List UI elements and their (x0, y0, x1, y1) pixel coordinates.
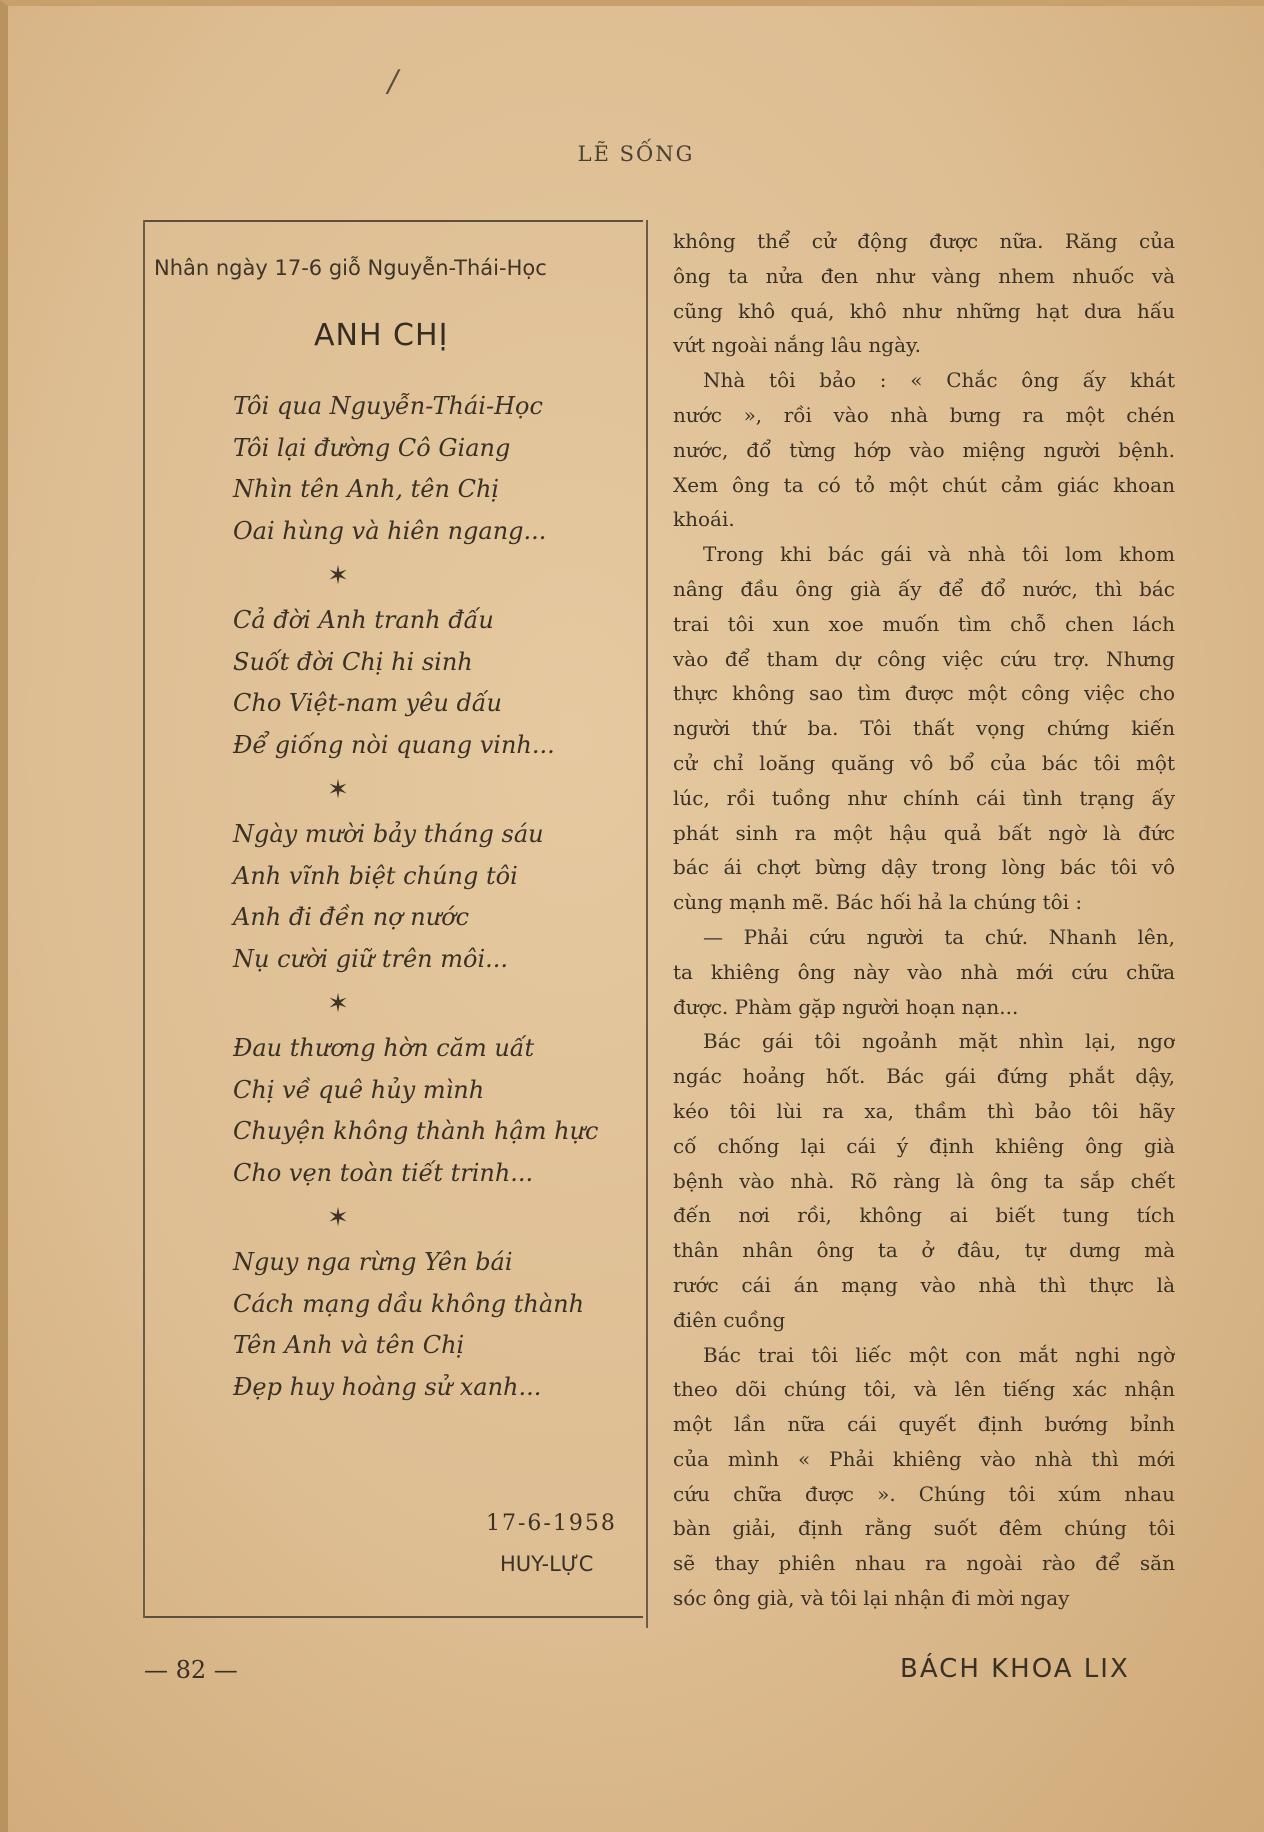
stanza-separator-star: ✶ (327, 989, 349, 1019)
prose-line: được. Phàm gặp người hoạn nạn... (673, 994, 1019, 1019)
poem-line: Chuyện không thành hậm hực (233, 1117, 599, 1145)
prose-line: nâng đầu ông già ấy để đổ nước, thì bác (673, 576, 1175, 601)
poem-line: Đau thương hờn căm uất (233, 1034, 535, 1062)
prose-line: trai tôi xun xoe muốn tìm chỗ chen lách (673, 611, 1175, 636)
column-divider (646, 220, 648, 1628)
page-number: — 82 — (144, 1656, 238, 1684)
prose-line: ngác hoảng hốt. Bác gái đứng phắt dậy, (673, 1064, 1175, 1089)
poem-line: Cho vẹn toàn tiết trinh... (233, 1158, 534, 1187)
prose-line: ta khiêng ông này vào nhà mới cứu chữa (673, 959, 1175, 984)
prose-paragraph (673, 920, 1175, 1024)
prose-line: cố chống lại cái ý định khiêng ông già (673, 1133, 1175, 1158)
prose-line: theo dõi chúng tôi, và lên tiếng xác nhận (673, 1377, 1175, 1402)
poem-author: HUY-LỰC (500, 1552, 594, 1576)
stanza-separator-star: ✶ (327, 1203, 349, 1233)
poem-stanza (233, 1028, 633, 1194)
prose-paragraph (673, 537, 1175, 920)
prose-line: người thứ ba. Tôi thất vọng chứng kiến (673, 716, 1175, 741)
poem-occasion: Nhân ngày 17-6 giỗ Nguyễn-Thái-Học (154, 256, 547, 280)
prose-paragraph (673, 363, 1175, 537)
poem-title: ANH CHỊ (314, 318, 449, 353)
prose-line: của mình « Phải khiêng vào nhà thì mới (673, 1446, 1175, 1471)
poem-line: Anh đi đền nợ nước (233, 903, 470, 931)
prose-paragraph (673, 224, 1175, 363)
poem-line: Oai hùng và hiên ngang... (233, 516, 547, 545)
prose-line: Bác gái tôi ngoảnh mặt nhìn lại, ngơ (703, 1029, 1175, 1054)
prose-line: — Phải cứu người ta chứ. Nhanh lên, (703, 924, 1175, 949)
prose-line: cứu chữa được ». Chúng tôi xúm nhau (673, 1481, 1175, 1506)
prose-line: cùng mạnh mẽ. Bác hối hả la chúng tôi : (673, 890, 1083, 915)
prose-line: cũng khô quá, khô như những hạt dưa hấu (673, 298, 1175, 323)
poem-line: Cho Việt-nam yêu dấu (233, 689, 502, 717)
running-head: LẼ SỐNG (577, 142, 695, 166)
journal-name: BÁCH KHOA LIX (900, 1654, 1130, 1684)
prose-line: nước, đổ từng hớp vào miệng người bệnh. (673, 437, 1175, 462)
prose-line: sẽ thay phiên nhau ra ngoài rào để săn (673, 1551, 1175, 1576)
prose-line: vào để tham dự công việc cứu trợ. Nhưng (673, 646, 1175, 671)
poem-box-top-rule (145, 220, 643, 222)
poem-line: Tên Anh và tên Chị (233, 1331, 465, 1359)
prose-line: thực không sao tìm được một công việc cho (673, 681, 1175, 706)
poem-line: Cách mạng dầu không thành (233, 1289, 585, 1318)
prose-column (673, 224, 1175, 1616)
poem-line: Đẹp huy hoàng sử xanh... (233, 1372, 542, 1401)
poem-line: Nguy nga rừng Yên bái (233, 1248, 513, 1276)
poem-line: Tôi lại đường Cô Giang (233, 433, 511, 462)
poem-line: Anh vĩnh biệt chúng tôi (233, 861, 518, 890)
pencil-mark: / (388, 64, 399, 99)
prose-line: phát sinh ra một hậu quả bất ngờ là đức (673, 820, 1175, 845)
prose-line: đến nơi rồi, không ai biết tung tích (673, 1203, 1175, 1228)
prose-line: kéo tôi lùi ra xa, thầm thì bảo tôi hãy (673, 1098, 1175, 1123)
poem-line: Nhìn tên Anh, tên Chị (233, 475, 500, 503)
poem-line: Suốt đời Chị hi sinh (233, 647, 473, 676)
poem-stanza (233, 600, 633, 766)
prose-line: vứt ngoài nắng lâu ngày. (673, 333, 921, 358)
prose-line: không thể cử động được nữa. Răng của (673, 229, 1175, 253)
prose-line: khoái. (673, 507, 735, 532)
prose-line: cử chỉ loăng quăng vô bổ của bác tôi một (673, 750, 1175, 775)
prose-line: thân nhân ông ta ở đâu, tự dưng mà (673, 1238, 1175, 1263)
prose-line: sóc ông già, và tôi lại nhận đi mời ngay (673, 1586, 1070, 1611)
prose-line: bệnh vào nhà. Rõ ràng là ông ta sắp chết (673, 1168, 1175, 1193)
poem-box-bottom-rule (145, 1616, 643, 1618)
prose-line: một lần nữa cái quyết định bướng bỉnh (673, 1412, 1175, 1437)
prose-line: lúc, rồi tuồng như chính cái tình trạng ấy (673, 785, 1175, 810)
prose-line: bàn giải, định rằng suốt đêm chúng tôi (673, 1516, 1175, 1541)
poem-line: Để giống nòi quang vinh... (233, 730, 555, 759)
poem-line: Nụ cười giữ trên môi... (233, 944, 509, 973)
prose-line: điên cuồng (673, 1307, 786, 1332)
prose-line: bác ái chợt bừng dậy trong lòng bác tôi vô (673, 855, 1175, 880)
poem-line: Ngày mười bảy tháng sáu (233, 820, 544, 848)
prose-line: rước cái án mạng vào nhà thì thực là (673, 1272, 1175, 1297)
prose-line: Xem ông ta có tỏ một chút cảm giác khoan (673, 472, 1175, 497)
poem-stanza (233, 386, 633, 552)
poem-date: 17-6-1958 (486, 1511, 617, 1536)
prose-line: ông ta nửa đen như vàng nhem nhuốc và (673, 263, 1175, 288)
poem-line: Tôi qua Nguyễn-Thái-Học (233, 392, 543, 420)
prose-paragraph (673, 1024, 1175, 1337)
prose-line: Trong khi bác gái và nhà tôi lom khom (703, 542, 1175, 567)
poem-stanza (233, 814, 633, 980)
prose-line: nước », rồi vào nhà bưng ra một chén (673, 402, 1175, 427)
prose-paragraph (673, 1338, 1175, 1616)
stanza-separator-star: ✶ (327, 775, 349, 805)
poem-body (233, 386, 633, 1408)
poem-line: Cả đời Anh tranh đấu (233, 606, 494, 634)
prose-line: Bác trai tôi liếc một con mắt nghi ngờ (703, 1342, 1175, 1367)
poem-line: Chị về quê hủy mình (233, 1075, 485, 1104)
prose-line: Nhà tôi bảo : « Chắc ông ấy khát (703, 368, 1175, 393)
stanza-separator-star: ✶ (327, 561, 349, 591)
poem-stanza (233, 1242, 633, 1408)
